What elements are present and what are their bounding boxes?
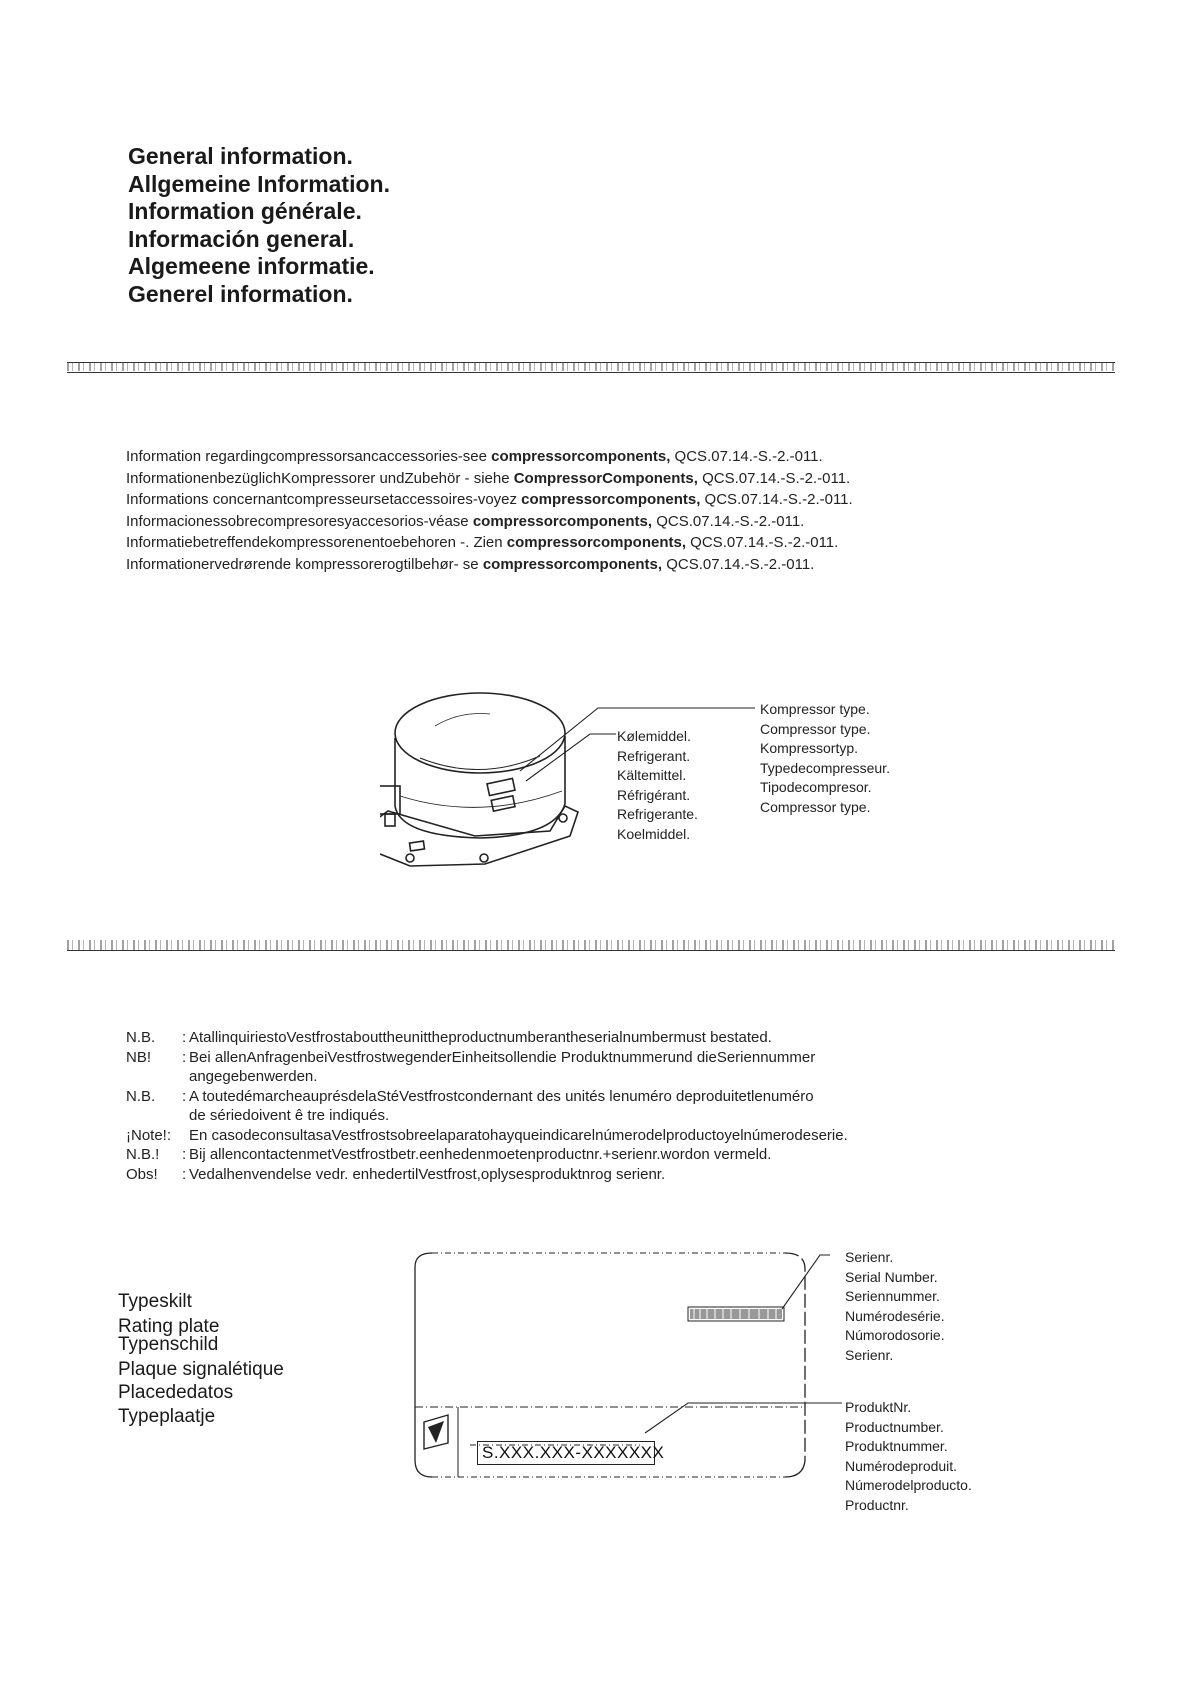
note-text: AtallinquiriestoVestfrostabouttheunittheproductnumberantheserialnumbermust bestated. (189, 1029, 772, 1046)
compressor-type-label: Kompressortyp. (760, 740, 859, 756)
refrigerant-label: Refrigerant. (617, 747, 691, 764)
compressor-type-label: Compressor type. (760, 720, 871, 737)
note-key: N.B. (126, 1029, 156, 1046)
compressor-illustration (380, 686, 760, 876)
serial-label: Serienr. (845, 1346, 894, 1363)
serial-number-callout (845, 1248, 945, 1365)
note-english: N.B. : AtallinquiriestoVestfrostabouttheunittheproductnumberantheserialnumbermust bestated. (126, 1029, 772, 1046)
compressor-type-label: Typedecompresseur. (760, 759, 890, 776)
product-label: Produktnummer. (845, 1438, 948, 1454)
plate-title: Typeplaatje (118, 1405, 216, 1427)
info-line: Informationervedrørende kompressorerogtilbehør- se compressorcomponents, QCS.07.14.-S.-2.-011. (126, 555, 815, 573)
compressor-type-label: Tipodecompresor. (760, 779, 872, 795)
heading-dutch: Algemeene informatie. (128, 253, 375, 279)
info-line: Informations concernantcompresseursetaccessoires-voyez compressorcomponents, QCS.07.14.-S.-2.-011. (126, 491, 853, 508)
compressor-type-callout (760, 700, 890, 817)
serial-label: Seriennummer. (845, 1288, 940, 1304)
note-text: Bij allencontactenmetVestfrostbetr.eenhedenmoetenproductnr.+serienr.wordon vermeld. (189, 1146, 772, 1163)
serial-label: Serial Number. (845, 1268, 938, 1285)
note-spanish (126, 1126, 848, 1146)
plate-title: Typenschild (118, 1333, 219, 1355)
note-continuation: angegebenwerden. (189, 1068, 318, 1085)
heading-spanish: Información general. (128, 225, 355, 252)
heading-block (128, 143, 390, 308)
serial-label: Númorodosorie. (845, 1327, 945, 1343)
refrigerant-callout (617, 727, 698, 844)
plate-title: Placededatos (118, 1382, 234, 1403)
info-lines (126, 446, 853, 575)
separator-top (67, 361, 1115, 373)
heading-english: General information. (128, 143, 353, 169)
note-continuation: de sériedoivent ê tre indiqués. (189, 1107, 390, 1124)
refrigerant-label: Réfrigérant. (617, 786, 691, 803)
note-key: ¡Note!: (126, 1126, 172, 1144)
info-line: Information regardingcompressorsancaccessories-see compressorcomponents, QCS.07.14.-S.-2.-011. (126, 448, 823, 465)
info-line: Informacionessobrecompresoresyaccesorios-véase compressorcomponents, QCS.07.14.-S.-2.-011. (126, 512, 805, 530)
note-text: Bei allenAnfragenbeiVestfrostwegenderEinheitsollendie Produktnummerund dieSeriennummer (189, 1048, 816, 1066)
note-dutch: N.B.! : Bij allencontactenmetVestfrostbetr.eenhedenmoetenproductnr.+serienr.wordon vermeld. (126, 1146, 772, 1163)
product-label: Numérodeproduit. (845, 1457, 958, 1474)
refrigerant-label: Koelmiddel. (617, 825, 691, 842)
note-key: N.B. (126, 1087, 156, 1105)
note-text: Vedalhenvendelse vedr. enhedertilVestfrost,oplysesproduktnrog serienr. (189, 1165, 666, 1183)
compressor-type-label: Compressor type. (760, 798, 871, 815)
plate-title: Plaque signalétique (118, 1358, 284, 1380)
refrigerant-label: Refrigerante. (617, 806, 698, 822)
product-label: Númerodelproducto. (845, 1477, 972, 1493)
compressor-type-label: Kompressor type. (760, 701, 870, 717)
product-label: ProduktNr. (845, 1399, 912, 1415)
product-label: Productnumber. (845, 1418, 944, 1435)
note-french: N.B. : A toutedémarcheauprésdelaStéVestfrostcondernant des unités lenuméro deproduitetlenuméro (126, 1087, 814, 1105)
serial-label: Numérodesérie. (845, 1307, 945, 1324)
separator-middle (67, 939, 1115, 951)
info-line: Informatiebetreffendekompressorenentoebehoren -. Zien compressorcomponents, QCS.07.14.-S.-2.-011. (126, 534, 839, 551)
note-german: NB! : Bei allenAnfragenbeiVestfrostwegenderEinheitsollendie Produktnummerund dieSeriennummer (126, 1048, 816, 1066)
note-key: NB! (126, 1048, 152, 1066)
product-code-box: S.XXX.XXX-XXXXXXX (477, 1441, 655, 1465)
refrigerant-label: Kølemiddel. (617, 728, 691, 744)
refrigerant-label: Kältemittel. (617, 767, 687, 783)
product-number-callout (845, 1398, 972, 1515)
heading-danish: Generel information. (128, 280, 353, 307)
note-text: A toutedémarcheauprésdelaStéVestfrostcondernant des unités lenuméro deproduitetlenuméro (189, 1087, 814, 1105)
note-text: En casodeconsultasaVestfrostsobreelaparatohayqueindicarelnúmerodelproductoyelnúmerodeserie. (189, 1126, 848, 1144)
note-danish: Obs! : Vedalhenvendelse vedr. enhedertilVestfrost,oplysesproduktnrog serienr. (126, 1165, 666, 1183)
notes-block (126, 1028, 848, 1184)
plate-title: Typeskilt (118, 1291, 192, 1312)
info-line: InformationenbezüglichKompressorer undZubehör - siehe CompressorComponents, QCS.07.14.-S.-2.-011. (126, 469, 851, 487)
note-key: N.B.! (126, 1146, 160, 1163)
serial-label: Serienr. (845, 1249, 894, 1265)
heading-german: Allgemeine Information. (128, 170, 390, 197)
note-key: Obs! (126, 1165, 158, 1183)
heading-french: Information générale. (128, 198, 362, 224)
product-label: Productnr. (845, 1496, 909, 1513)
plate-title: Rating plate (118, 1315, 220, 1337)
rating-plate-titles (118, 1290, 284, 1428)
